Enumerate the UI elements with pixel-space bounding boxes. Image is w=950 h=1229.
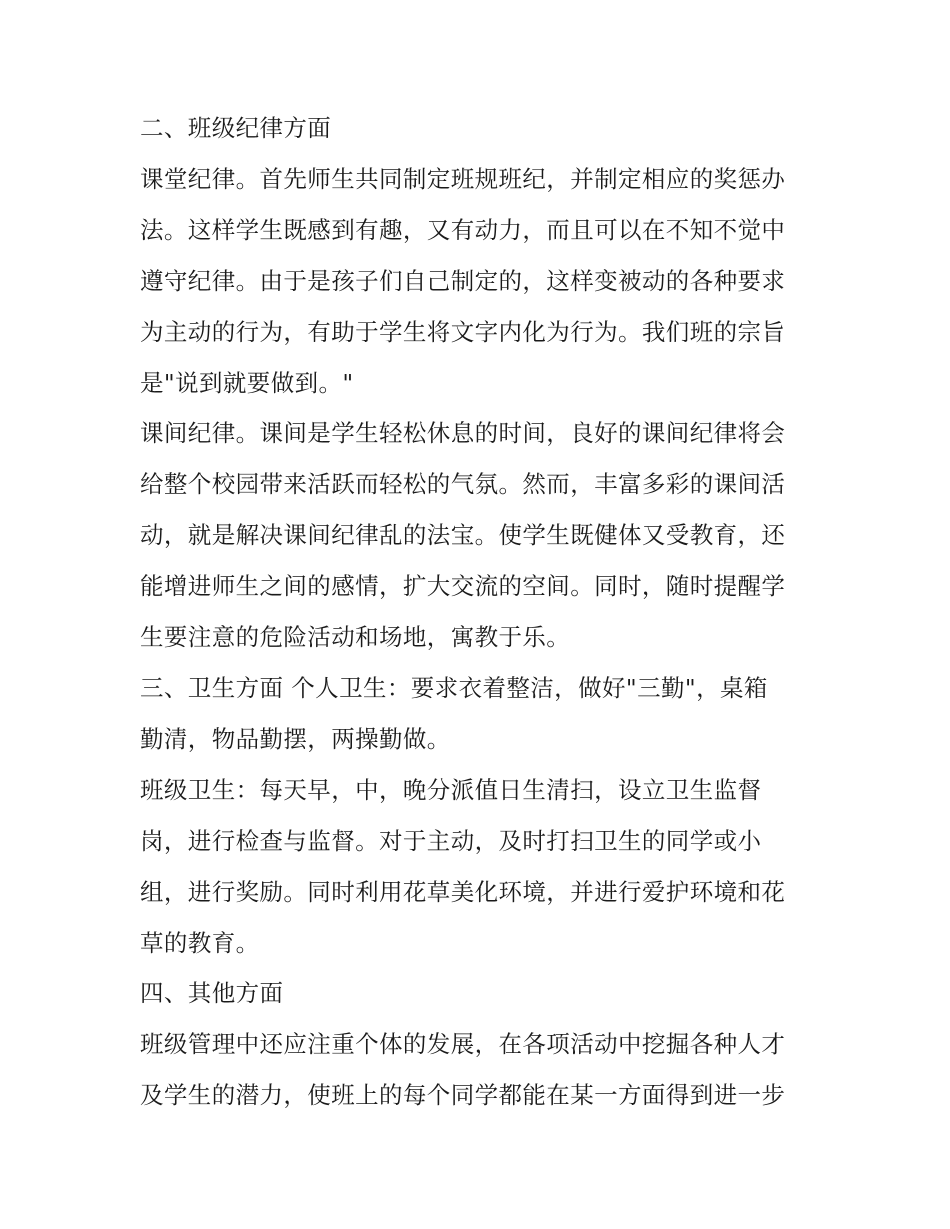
text-line: 四、其他方面: [140, 979, 284, 1008]
text-line: 岗，进行检查与监督。对于主动，及时打扫卫生的同学或小: [140, 826, 762, 855]
text-line: 课间纪律。课间是学生轻松休息的时间，良好的课间纪律将会: [140, 419, 786, 448]
text-line: 是"说到就要做到。": [140, 368, 354, 397]
paragraph-break-discipline: [140, 408, 820, 663]
paragraph-class-hygiene: [140, 765, 820, 969]
text-line: 法。这样学生既感到有趣，又有动力，而且可以在不知不觉中: [140, 215, 786, 244]
text-line: 班级管理中还应注重个体的发展，在各项活动中挖掘各种人才: [140, 1030, 786, 1059]
text-line: 三、卫生方面 个人卫生：要求衣着整洁，做好"三勤"，桌箱: [140, 673, 768, 702]
text-line: 班级卫生：每天早，中，晚分派值日生清扫，设立卫生监督: [140, 775, 762, 804]
text-line: 给整个校园带来活跃而轻松的气氛。然而，丰富多彩的课间活: [140, 470, 786, 499]
text-line: 遵守纪律。由于是孩子们自己制定的，这样变被动的各种要求: [140, 266, 786, 295]
text-line: 动，就是解决课间纪律乱的法宝。使学生既健体又受教育，还: [140, 521, 786, 550]
text-line: 及学生的潜力，使班上的每个同学都能在某一方面得到进一步: [140, 1081, 786, 1110]
paragraph-classroom-discipline: [140, 154, 820, 409]
text-line: 能增进师生之间的感情，扩大交流的空间。同时，随时提醒学: [140, 572, 786, 601]
text-line: 课堂纪律。首先师生共同制定班规班纪，并制定相应的奖惩办: [140, 164, 786, 193]
text-line: 勤清，物品勤摆，两操勤做。: [140, 724, 451, 753]
section-heading-discipline: [140, 103, 820, 154]
section-heading-other: [140, 968, 820, 1019]
text-line: 组，进行奖励。同时利用花草美化环境，并进行爱护环境和花: [140, 877, 786, 906]
paragraph-individual-development: [140, 1019, 820, 1121]
text-line: 草的教育。: [140, 928, 260, 957]
paragraph-personal-hygiene: [140, 663, 820, 765]
text-line: 为主动的行为，有助于学生将文字内化为行为。我们班的宗旨: [140, 317, 786, 346]
text-line: 二、班级纪律方面: [140, 114, 332, 142]
document-body: [140, 103, 820, 1121]
text-line: 生要注意的危险活动和场地，寓教于乐。: [140, 623, 571, 652]
